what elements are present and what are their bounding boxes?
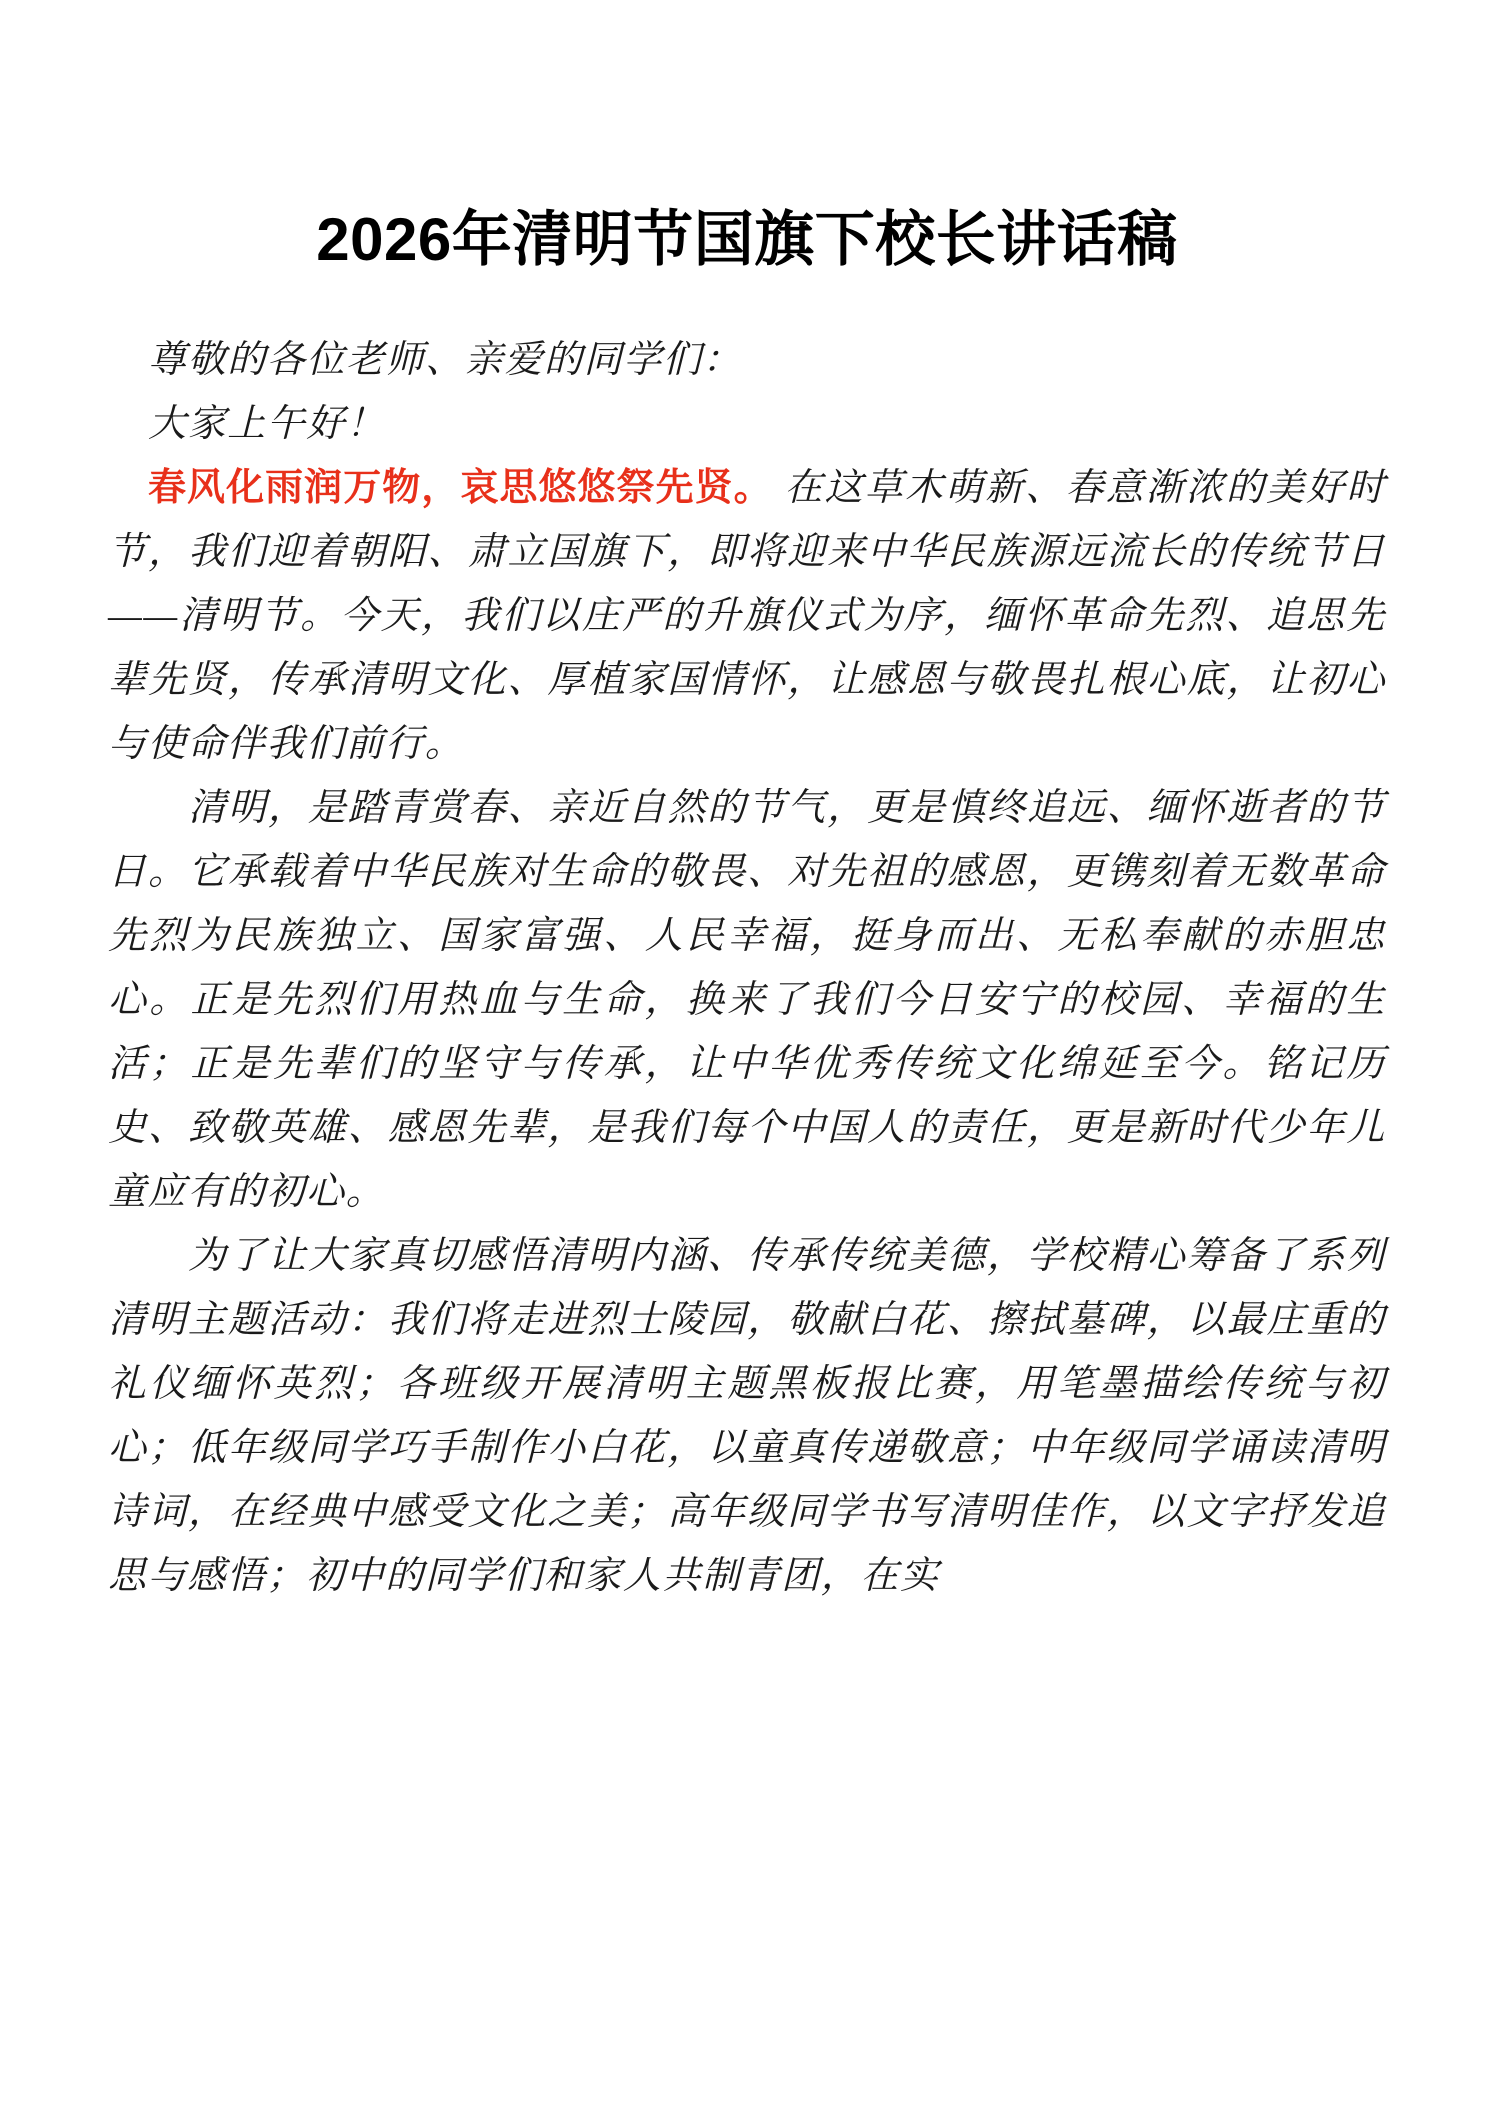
- greeting-line-1: 尊敬的各位老师、亲爱的同学们：: [148, 338, 743, 381]
- document-body: [108, 0, 1386, 1608]
- paragraph-3: 为了让大家真切感悟清明内涵、传承传统美德，学校精心筹备了系列清明主题活动：我们将走进烈士陵园，敬献白花、擦拭墓碑，以最庄重的礼仪缅怀英烈；各班级开展清明主题黑板报比赛，用笔墨描绘传统与初心；低年级同学巧手制作小白花，以童真传递敬意；中年级同学诵读清明诗词，在经典中感受文化之美；高年级同学书写清明佳作，以文字抒发追思与感悟；初中的同学们和家人共制青团，在实: [108, 1234, 1386, 1597]
- title-spacer: [108, 276, 1386, 328]
- paragraph-2: 清明，是踏青赏春、亲近自然的节气，更是慎终追远、缅怀逝者的节日。它承载着中华民族对生命的敬畏、对先祖的感恩，更镌刻着无数革命先烈为民族独立、国家富强、人民幸福，挺身而出、无私奉献的赤胆忠心。正是先烈们用热血与生命，换来了我们今日安宁的校园、幸福的生活；正是先辈们的坚守与传承，让中华优秀传统文化绵延至今。铭记历史、致敬英雄、感恩先辈，是我们每个中国人的责任，更是新时代少年儿童应有的初心。: [108, 786, 1386, 1213]
- highlighted-phrase: 春风化雨润万物，哀思悠悠祭先贤。: [148, 466, 773, 509]
- paragraph-1: [108, 456, 1386, 776]
- greeting-line-2: 大家上午好！: [148, 402, 386, 445]
- paragraph-1-text: 在这草木萌新、春意渐浓的美好时节，我们迎着朝阳、肃立国旗下，即将迎来中华民族源远流长的传统节日——清明节。今天，我们以庄严的升旗仪式为序，缅怀革命先烈、追思先辈先贤，传承清明文化、厚植家国情怀，让感恩与敬畏扎根心底，让初心与使命伴我们前行。: [108, 466, 1386, 765]
- page-title: 2026年清明节国旗下校长讲话稿: [316, 206, 1178, 273]
